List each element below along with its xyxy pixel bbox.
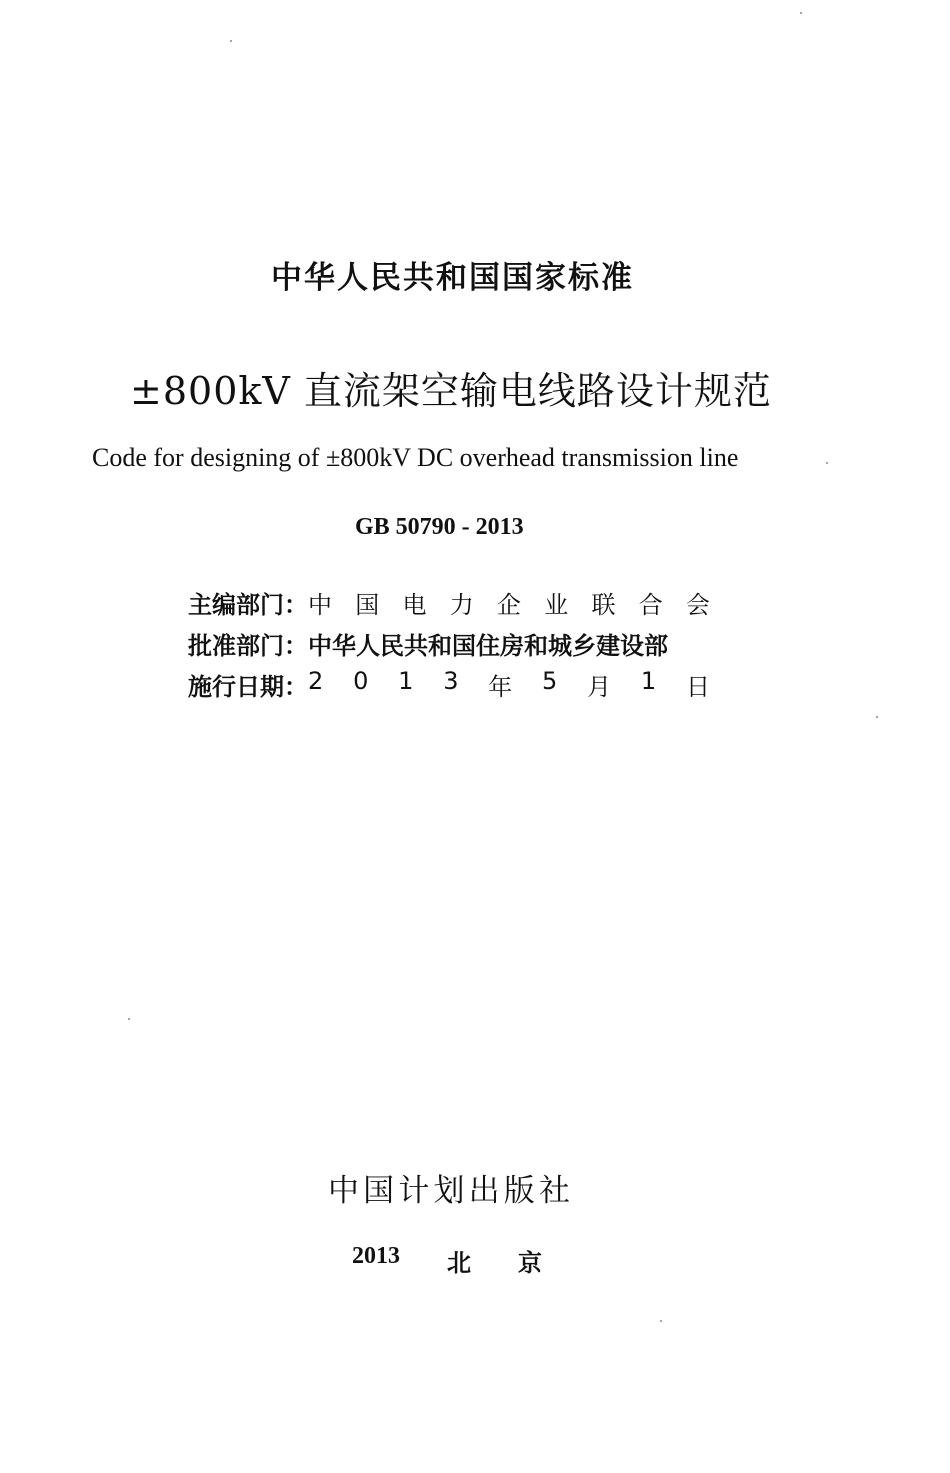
effective-date-value (308, 667, 710, 702)
scan-speck (230, 40, 232, 42)
approval-department-label: 批准部门： (188, 632, 308, 660)
document-title-cn: ±800kV 直流架空输电线路设计规范 (130, 369, 772, 413)
scan-speck (826, 462, 828, 464)
char: 1 (640, 667, 657, 695)
char: 计 (398, 1173, 430, 1209)
approval-department-row (188, 626, 710, 661)
char: 企 (497, 591, 521, 619)
char: 中 (328, 1173, 359, 1209)
char: 国 (363, 1173, 395, 1209)
publication-year-city (352, 1243, 542, 1278)
char: 出 (468, 1173, 500, 1209)
char: 0 (353, 667, 369, 695)
char: 年 (488, 673, 513, 701)
char: 5 (542, 667, 558, 695)
char: 联 (591, 591, 616, 619)
char: 社 (538, 1173, 570, 1209)
publisher (328, 1165, 570, 1210)
char: 1 (398, 667, 414, 695)
city-char: 京 (518, 1251, 542, 1277)
char: 合 (638, 591, 663, 619)
scan-speck (128, 1018, 130, 1020)
char: 月 (587, 673, 612, 701)
scan-speck (876, 716, 878, 718)
editor-department-row (188, 585, 710, 620)
char: 3 (443, 667, 459, 695)
char: 日 (685, 673, 710, 701)
effective-date-label: 施行日期： (188, 673, 308, 701)
char: 划 (433, 1173, 465, 1209)
publication-year: 2013 (352, 1243, 400, 1269)
char: 国 (355, 591, 380, 619)
national-standard-heading: 中华人民共和国国家标准 (271, 260, 634, 296)
effective-date-row (188, 667, 710, 702)
char: 力 (449, 591, 474, 619)
char: 2 (308, 667, 324, 695)
approval-department-value: 中华人民共和国住房和城乡建设部 (308, 632, 668, 660)
char: 会 (686, 591, 710, 619)
editor-department-label: 主编部门： (188, 591, 308, 619)
char: 业 (544, 591, 569, 619)
city-char: 北 (447, 1251, 471, 1277)
char: 电 (402, 591, 427, 619)
editor-department-value (308, 585, 710, 620)
scan-speck (660, 1320, 662, 1322)
char: 版 (503, 1173, 535, 1209)
document-title-en: Code for designing of ±800kV DC overhead transmission line (92, 443, 739, 472)
char: 中 (308, 591, 332, 619)
scan-speck (800, 12, 802, 14)
standard-code: GB 50790 - 2013 (355, 514, 524, 540)
